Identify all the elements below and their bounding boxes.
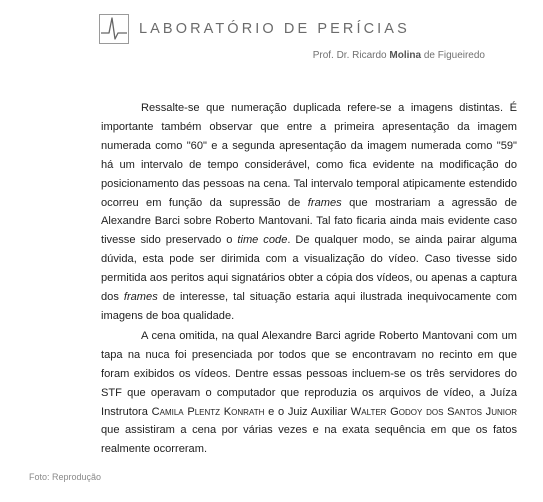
photo-caption: Foto: Reprodução bbox=[29, 472, 102, 482]
text-run: que assistiram a cena por várias vezes e na exata sequência em que os fatos realmente ocorreram. bbox=[101, 424, 517, 456]
paragraph-2 bbox=[101, 327, 517, 459]
author-surname: Molina bbox=[389, 50, 422, 61]
text-run: . De qualquer modo, se ainda pairar alguma dúvida, esta pode ser dirimida com a visualização do vídeo. Caso tivesse sido permitida aos peritos aqui signatários obter a cópia dos vídeos, ou apenas a captura dos bbox=[101, 234, 517, 304]
text-run: e o Juiz Auxiliar bbox=[264, 405, 351, 418]
text-run: de interesse, tal situação estaria aqui ilustrada inequivocamente com imagens de boa qualidade. bbox=[101, 291, 518, 322]
person-name: Walter Godoy dos Santos Junior bbox=[350, 405, 517, 418]
paragraph-1 bbox=[101, 99, 517, 326]
lab-logo bbox=[99, 14, 129, 44]
author-suffix: de Figueiredo bbox=[423, 50, 485, 61]
italic-term: frames bbox=[307, 196, 342, 209]
author-line bbox=[313, 50, 485, 61]
report-body bbox=[101, 99, 517, 459]
italic-term: time code bbox=[237, 234, 288, 247]
text-run: Ressalte-se que numeração duplicada refere-se a imagens distintas. É importante também observar que entre a primeira apresentação da imagem numerada como "60" e a segunda apresentação da imagem numerada como "59" há um intervalo de tempo considerável, como fica evidente na modificação do posicionamento das pessoas na cena. Tal intervalo temporal atipicamente estendido ocorreu em função da supressão de bbox=[101, 102, 517, 209]
pulse-icon bbox=[99, 14, 129, 44]
text-run: que mostrariam a agressão de Alexandre Barci sobre Roberto Mantovani. Tal fato ficaria ainda mais evidente caso tivesse sido preservado o bbox=[101, 196, 517, 247]
author-prefix: Prof. Dr. Ricardo bbox=[312, 50, 387, 61]
person-name: Camila Plentz Konrath bbox=[151, 405, 265, 418]
italic-term: frames bbox=[123, 291, 158, 304]
lab-name: LABORATÓRIO DE PERÍCIAS bbox=[139, 21, 410, 37]
text-run: A cena omitida, na qual Alexandre Barci agride Roberto Mantovani com um tapa na nuca foi presenciada por todos que se encontravam no recinto em que foram exibidos os vídeos. Dentre essas pessoas incluem-se os três servidores do STF que operavam o computador que reproduzia os arquivos de vídeo, a Juíza Instrutora bbox=[101, 329, 517, 418]
